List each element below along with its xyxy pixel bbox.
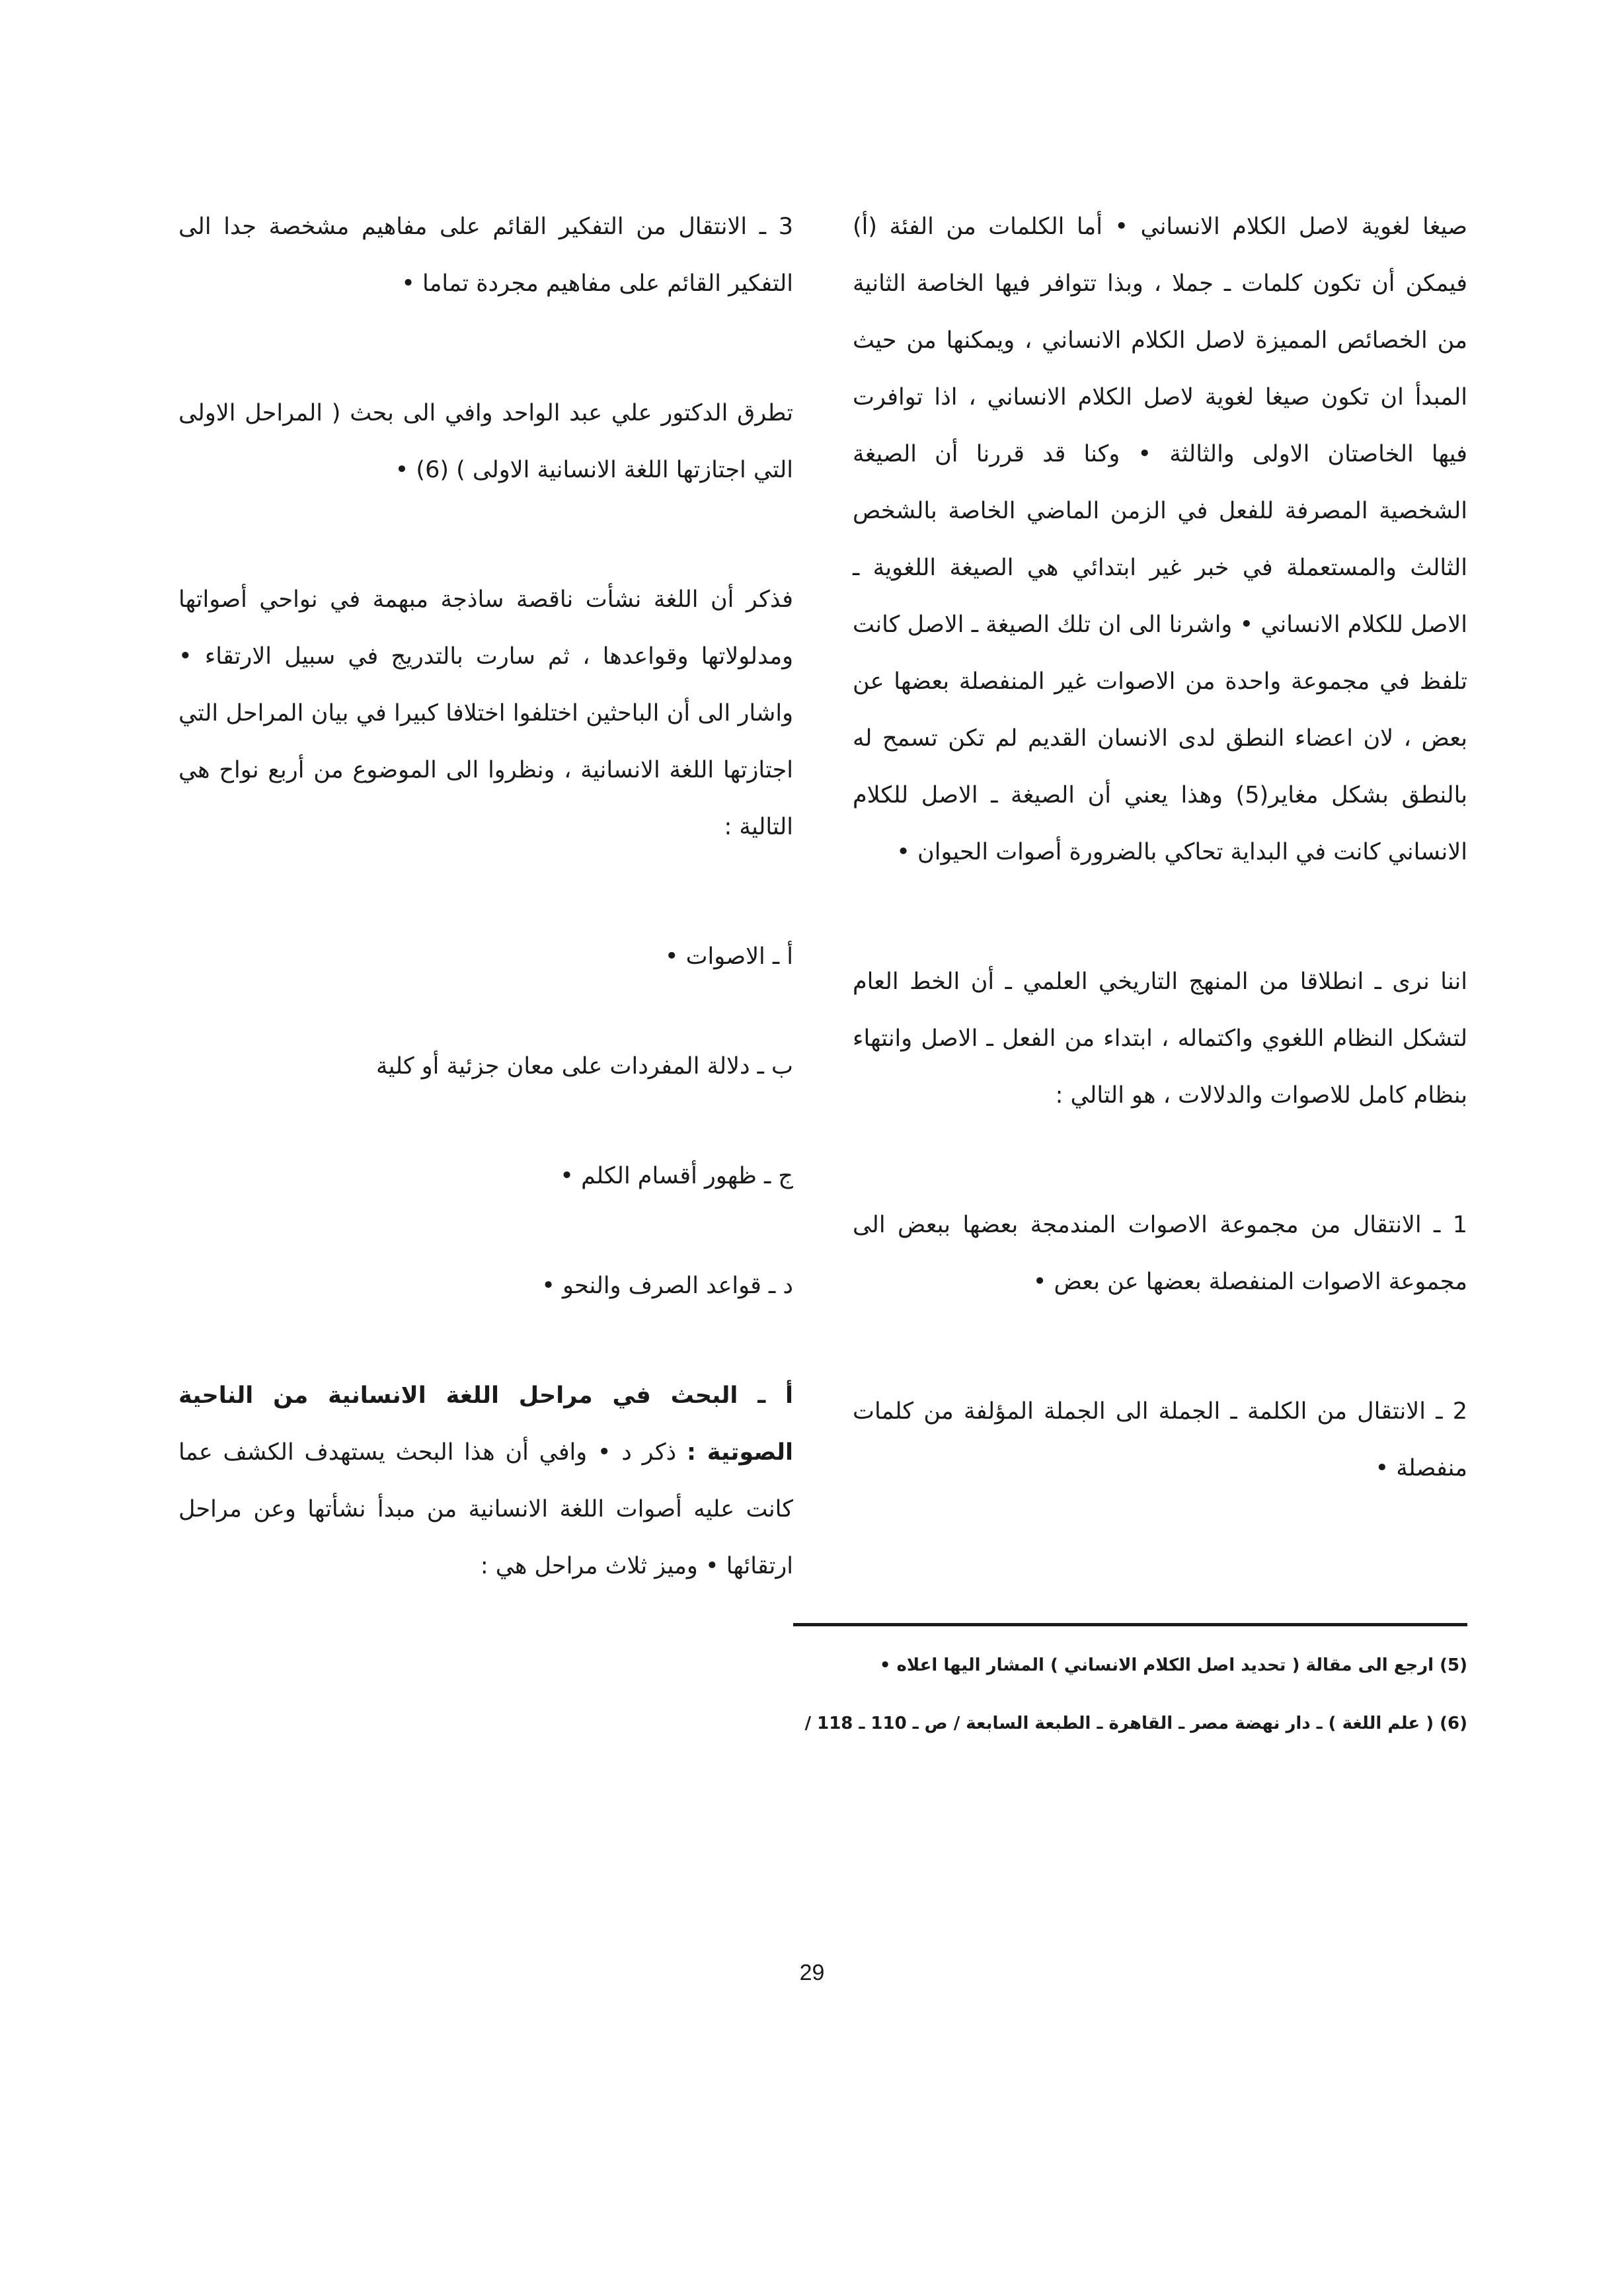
paragraph: صيغا لغوية لاصل الكلام الانساني • أما الكلمات من الفئة (أ) فيمكن أن تكون كلمات ـ جملا ، وبذا تتوافر فيها الخاصة الثانية من الخصائص المميزة لاصل الكلام الانساني ، ويمكنها من حيث المبدأ ان تكون صيغا لغوية لاصل الكلام الانساني ، اذا توافرت فيها الخاصتان الاولى والثالثة • وكنا قد قررنا أن الصيغة الشخصية المصرفة للفعل في الزمن الماضي الخاصة بالشخص الثالث والمستعملة في خبر غير ابتدائي هي الصيغة اللغوية ـ الاصل للكلام الانساني • واشرنا الى ان تلك الصيغة ـ الاصل كانت تلفظ في مجموعة واحدة من الاصوات غير المنفصلة بعضها عن بعض ، لان اعضاء النطق لدى الانسان القديم لم تكن تسمح له بالنطق بشكل مغاير(5) وهذا يعني أن الصيغة ـ الاصل للكلام الانساني كانت في البداية تحاكي بالضرورة أصوات الحيوان • — [853, 214, 1467, 865]
paragraph — [178, 1367, 793, 1595]
paragraph: اننا نرى ـ انطلاقا من المنهج التاريخي العلمي ـ أن الخط العام لتشكل النظام اللغوي واكتماله ، ابتداء من الفعل ـ الاصل وانتهاء بنظام كامل للاصوات والدلالات ، هو التالي : — [853, 969, 1467, 1109]
footnote-6: (6) ( علم اللغة ) ـ دار نهضة مصر ـ القاهرة ـ الطبعة السابعة / ص ـ 110 ـ 118 / — [804, 1714, 1467, 1733]
list-item: ج ـ ظهور أقسام الكلم • — [560, 1163, 793, 1189]
list-item: 1 ـ الانتقال من مجموعة الاصوات المندمجة بعضها ببعض الى مجموعة الاصوات المنفصلة بعضها عن بعض • — [853, 1212, 1467, 1295]
list-item: 2 ـ الانتقال من الكلمة ـ الجملة الى الجملة المؤلفة من كلمات منفصلة • — [853, 1398, 1467, 1482]
footnote-divider — [793, 1623, 1467, 1626]
page-number: 29 — [799, 1960, 825, 1985]
list-item: د ـ قواعد الصرف والنحو • — [541, 1273, 793, 1299]
left-column — [178, 198, 793, 1595]
section-heading: أ ـ البحث في مراحل اللغة الانسانية من الناحية الصوتية : — [178, 1382, 793, 1466]
list-item: ب ـ دلالة المفردات على معان جزئية أو كلية — [376, 1053, 793, 1080]
paragraph: فذكر أن اللغة نشأت ناقصة ساذجة مبهمة في نواحي أصواتها ومدلولاتها وقواعدها ، ثم سارت بالتدريج في سبيل الارتقاء • واشار الى أن الباحثين اختلفوا اختلافا كبيرا في بيان المراحل التي اجتازتها اللغة الانسانية ، ونظروا الى الموضوع من أربع نواح هي التالية : — [178, 586, 793, 840]
list-item: أ ـ الاصوات • — [664, 943, 793, 970]
footnotes — [562, 1636, 1467, 1753]
footnote-5: (5) ارجع الى مقالة ( تحديد اصل الكلام الانساني ) المشار اليها اعلاه • — [879, 1655, 1467, 1675]
paragraph: تطرق الدكتور علي عبد الواحد وافي الى بحث ( المراحل الاولى التي اجتازتها اللغة الانسانية الاولى ) (6) • — [178, 400, 793, 483]
list-item: 3 ـ الانتقال من التفكير القائم على مفاهيم مشخصة جدا الى التفكير القائم على مفاهيم مجردة تماما • — [178, 214, 793, 297]
paragraph-text: ذكر د • وافي أن هذا البحث يستهدف الكشف عما كانت عليه أصوات اللغة الانسانية من مبدأ نشأتها وعن مراحل ارتقائها • وميز ثلاث مراحل هي : — [178, 1439, 793, 1579]
right-column — [853, 198, 1467, 1497]
